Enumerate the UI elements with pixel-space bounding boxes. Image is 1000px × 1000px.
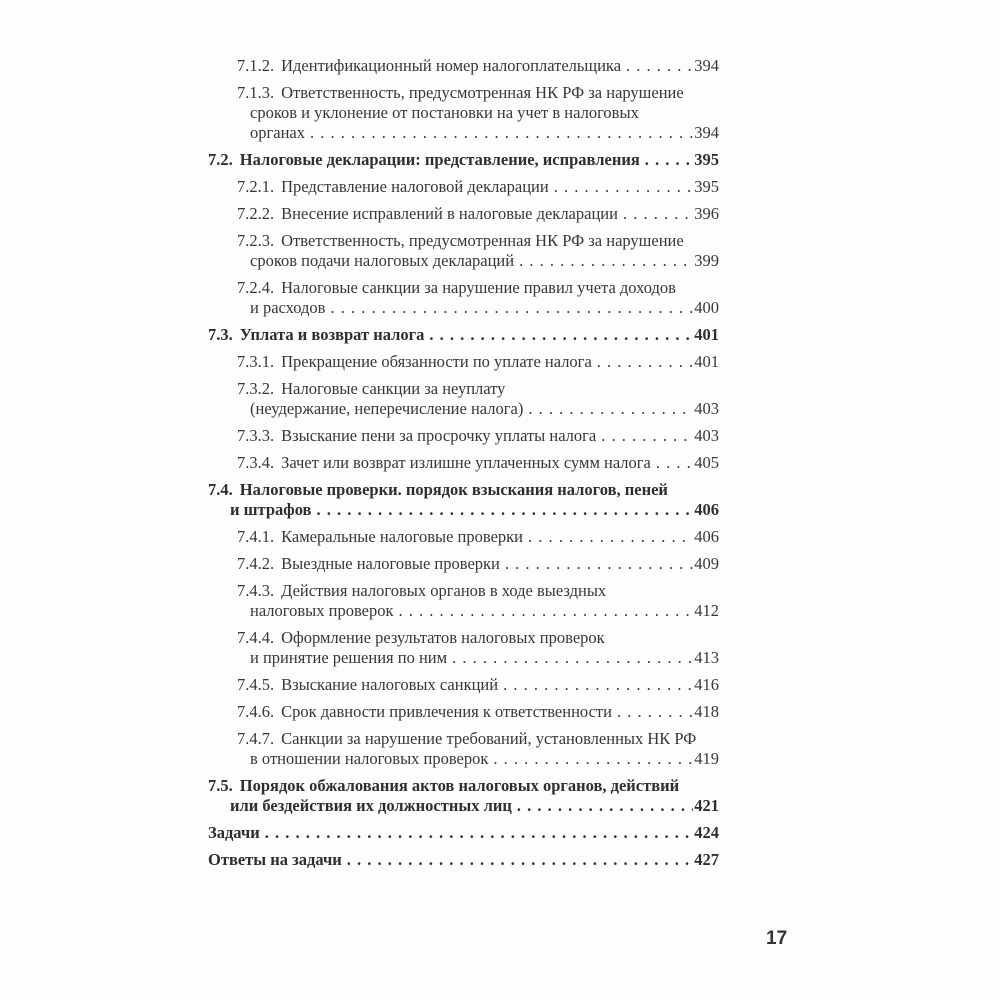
toc-entry-title: или бездействия их должностных лиц (230, 796, 512, 815)
toc-target-page: 396 (694, 204, 719, 223)
toc-line (237, 675, 719, 695)
toc-line (250, 749, 719, 769)
toc-target-page: 405 (694, 453, 719, 472)
page-number: 17 (766, 928, 788, 949)
toc-target-page: 406 (694, 500, 719, 519)
toc-entry-title: и принятие решения по ним (250, 648, 448, 667)
toc-entry-number: 7.4.2. (237, 554, 275, 573)
toc-line (237, 453, 719, 473)
toc-entry (208, 581, 719, 621)
toc-entry-title: Камеральные налоговые проверки (281, 527, 524, 546)
toc-entry-number: 7.4.5. (237, 675, 275, 694)
toc-entry-title: органах (250, 123, 305, 142)
toc-line (208, 850, 719, 870)
toc-entry-title: сроков и уклонение от постановки на учет в налоговых (250, 103, 639, 122)
toc-line (237, 581, 719, 601)
toc-entry-number: 7.3. (208, 325, 233, 344)
dot-leader (640, 150, 693, 170)
toc-list (208, 56, 719, 877)
toc-entry (208, 554, 719, 574)
toc-entry (208, 150, 719, 170)
toc-target-page: 395 (694, 177, 719, 196)
toc-entry-title: Срок давности привлечения к ответственности (281, 702, 612, 721)
toc-entry-title: (неудержание, неперечисление налога) (250, 399, 524, 418)
toc-entry-title: и штрафов (230, 500, 312, 519)
toc-line (237, 554, 719, 574)
dot-leader (305, 123, 693, 143)
toc-target-page: 406 (694, 527, 719, 546)
dot-leader (500, 554, 693, 574)
toc-entry (208, 628, 719, 668)
toc-entry-number: 7.3.1. (237, 352, 275, 371)
toc-entry-title: Идентификационный номер налогоплательщика (281, 56, 622, 75)
toc-line (250, 123, 719, 143)
toc-entry-number: 7.3.2. (237, 379, 275, 398)
toc-entry-title: Действия налоговых органов в ходе выездных (281, 581, 607, 600)
toc-entry (208, 453, 719, 473)
toc-target-page: 416 (694, 675, 719, 694)
dot-leader (498, 675, 693, 695)
toc-entry-title: Взыскание налоговых санкций (281, 675, 499, 694)
dot-leader (592, 352, 693, 372)
dot-leader (394, 601, 694, 621)
toc-entry-title: Выездные налоговые проверки (281, 554, 500, 573)
toc-entry-title: Налоговые санкции за неуплату (281, 379, 506, 398)
toc-entry (208, 426, 719, 446)
dot-leader (523, 527, 693, 547)
toc-target-page: 421 (694, 796, 719, 815)
toc-line (237, 527, 719, 547)
toc-entry-number: 7.4.6. (237, 702, 275, 721)
toc-entry (208, 729, 719, 769)
toc-entry-title: Порядок обжалования актов налоговых органов, действий (239, 776, 680, 795)
toc-entry (208, 83, 719, 143)
toc-entry-number: 7.5. (208, 776, 233, 795)
toc-entry (208, 675, 719, 695)
toc-entry-title: Задачи (208, 823, 260, 842)
dot-leader (549, 177, 694, 197)
toc-entry-number: 7.3.3. (237, 426, 275, 445)
toc-entry-number: 7.1.2. (237, 56, 275, 75)
toc-target-page: 403 (694, 399, 719, 418)
dot-leader (523, 399, 693, 419)
toc-line (208, 325, 719, 345)
toc-target-page: 394 (694, 56, 719, 75)
toc-entry-number: 7.2.4. (237, 278, 275, 297)
toc-target-page: 418 (694, 702, 719, 721)
toc-line (237, 56, 719, 76)
toc-target-page: 424 (694, 823, 719, 842)
toc-entry-title: Ответственность, предусмотренная НК РФ за нарушение (281, 83, 684, 102)
dot-leader (612, 702, 693, 722)
dot-leader (325, 298, 693, 318)
toc-line (250, 103, 719, 123)
toc-line (208, 776, 719, 796)
toc-entry-title: Оформление результатов налоговых проверок (281, 628, 605, 647)
toc-line (250, 648, 719, 668)
dot-leader (514, 251, 693, 271)
toc-entry-title: Внесение исправлений в налоговые декларации (281, 204, 618, 223)
toc-line (237, 83, 719, 103)
toc-entry-title: сроков подачи налоговых деклараций (250, 251, 515, 270)
toc-target-page: 400 (694, 298, 719, 317)
toc-line (237, 177, 719, 197)
toc-entry (208, 56, 719, 76)
toc-entry (208, 850, 719, 870)
toc-entry (208, 823, 719, 843)
toc-entry-number: 7.2.1. (237, 177, 275, 196)
toc-line (237, 231, 719, 251)
toc-line (230, 500, 719, 520)
toc-entry-number: 7.2.2. (237, 204, 275, 223)
toc-line (237, 278, 719, 298)
toc-entry (208, 325, 719, 345)
dot-leader (596, 426, 693, 446)
toc-line (208, 823, 719, 843)
toc-entry-number: 7.2.3. (237, 231, 275, 250)
toc-entry-number: 7.4.1. (237, 527, 275, 546)
toc-entry-number: 7.2. (208, 150, 233, 169)
toc-line (250, 251, 719, 271)
toc-entry-title: Ответственность, предусмотренная НК РФ за нарушение (281, 231, 684, 250)
toc-target-page: 427 (694, 850, 719, 869)
toc-line (237, 426, 719, 446)
toc-line (208, 150, 719, 170)
toc-entry (208, 702, 719, 722)
toc-line (208, 480, 719, 500)
toc-entry-title: и расходов (250, 298, 326, 317)
toc-target-page: 413 (694, 648, 719, 667)
dot-leader (311, 500, 693, 520)
toc-target-page: 401 (694, 352, 719, 371)
toc-entry (208, 352, 719, 372)
toc-entry (208, 204, 719, 224)
toc-entry-title: Зачет или возврат излишне уплаченных сумм налога (281, 453, 651, 472)
toc-line (230, 796, 719, 816)
toc-line (237, 729, 719, 749)
toc-line (250, 601, 719, 621)
dot-leader (424, 325, 693, 345)
dot-leader (260, 823, 694, 843)
toc-line (250, 399, 719, 419)
toc-line (237, 702, 719, 722)
toc-entry-title: Взыскание пени за просрочку уплаты налога (281, 426, 597, 445)
toc-target-page: 401 (694, 325, 719, 344)
toc-entry (208, 480, 719, 520)
toc-target-page: 403 (694, 426, 719, 445)
dot-leader (447, 648, 693, 668)
dot-leader (512, 796, 693, 816)
dot-leader (621, 56, 693, 76)
toc-entry (208, 177, 719, 197)
toc-entry-number: 7.1.3. (237, 83, 275, 102)
toc-entry-title: Санкции за нарушение требований, установленных НК РФ (281, 729, 697, 748)
toc-entry (208, 278, 719, 318)
toc-entry-title: Налоговые проверки. порядок взыскания налогов, пеней (239, 480, 668, 499)
toc-line (237, 204, 719, 224)
toc-entry-title: Ответы на задачи (208, 850, 342, 869)
dot-leader (488, 749, 693, 769)
toc-target-page: 412 (694, 601, 719, 620)
dot-leader (342, 850, 693, 870)
toc-entry-number: 7.4.3. (237, 581, 275, 600)
toc-line (237, 379, 719, 399)
toc-entry-title: налоговых проверок (250, 601, 394, 620)
toc-entry (208, 231, 719, 271)
toc-entry-title: Налоговые санкции за нарушение правил учета доходов (281, 278, 676, 297)
toc-entry (208, 527, 719, 547)
toc-entry-number: 7.4.7. (237, 729, 275, 748)
toc-target-page: 395 (694, 150, 719, 169)
toc-target-page: 419 (694, 749, 719, 768)
toc-entry-title: в отношении налоговых проверок (250, 749, 489, 768)
toc-entry-number: 7.4.4. (237, 628, 275, 647)
toc-line (237, 628, 719, 648)
toc-entry-number: 7.4. (208, 480, 233, 499)
toc-line (237, 352, 719, 372)
toc-target-page: 409 (694, 554, 719, 573)
toc-entry (208, 379, 719, 419)
toc-entry-number: 7.3.4. (237, 453, 275, 472)
toc-entry-title: Уплата и возврат налога (239, 325, 425, 344)
dot-leader (651, 453, 693, 473)
toc-entry-title: Прекращение обязанности по уплате налога (281, 352, 592, 371)
toc-entry-title: Налоговые декларации: представление, исправления (239, 150, 640, 169)
toc-target-page: 399 (694, 251, 719, 270)
dot-leader (618, 204, 693, 224)
toc-entry (208, 776, 719, 816)
toc-line (250, 298, 719, 318)
toc-entry-title: Представление налоговой декларации (281, 177, 549, 196)
toc-target-page: 394 (694, 123, 719, 142)
